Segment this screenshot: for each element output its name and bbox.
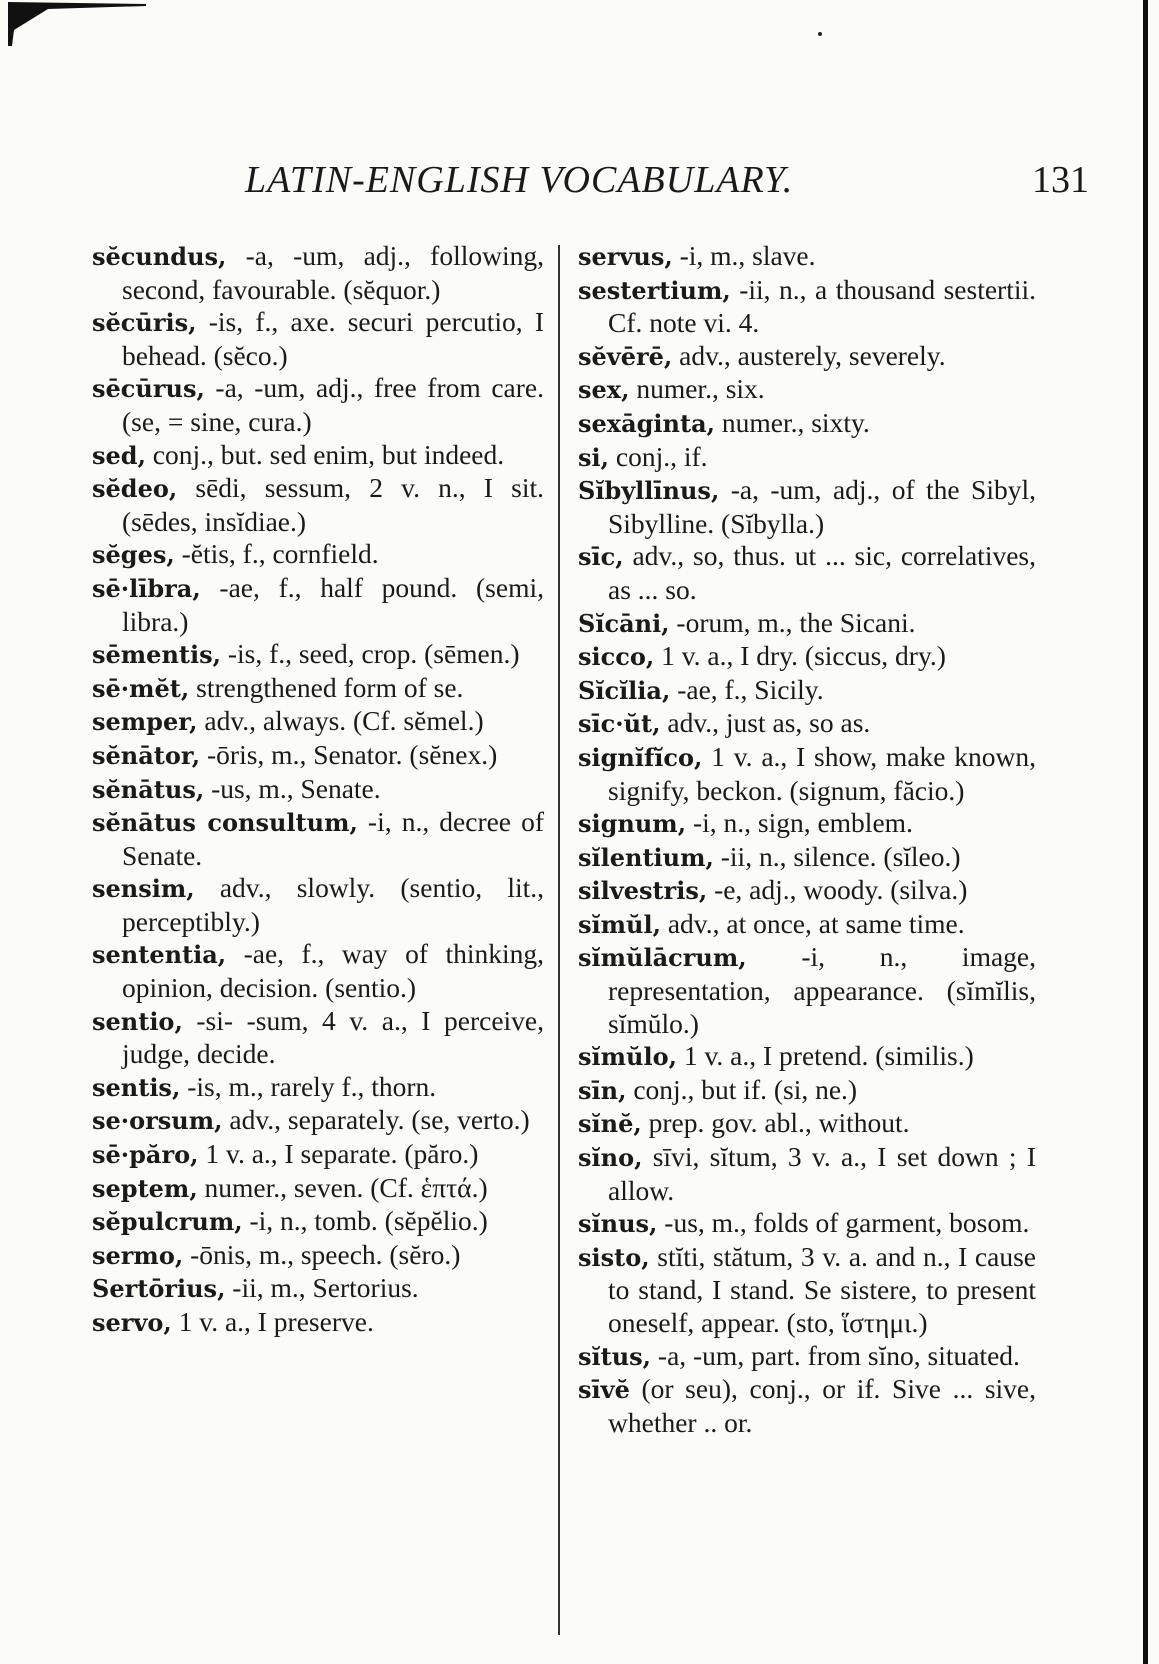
definition: adv., just as, so as. bbox=[660, 707, 871, 739]
headword: sīc, bbox=[578, 542, 624, 572]
headword: sestertium, bbox=[578, 275, 731, 305]
vocab-entry bbox=[578, 1207, 1036, 1241]
headword: sexāginta, bbox=[578, 408, 715, 438]
vocab-entry bbox=[92, 938, 544, 1004]
definition: -ii, n., silence. (sĭleo.) bbox=[713, 840, 961, 872]
vocab-entry bbox=[92, 672, 544, 706]
headword: sĭnus, bbox=[578, 1209, 658, 1239]
definition: conj., but if. (si, ne.) bbox=[626, 1073, 858, 1105]
headword: sisto, bbox=[578, 1242, 650, 1272]
headword: sĭtus, bbox=[578, 1341, 652, 1371]
definition: 1 v. a., I pretend. (similis.) bbox=[676, 1040, 974, 1072]
definition: -ae, f., Sicily. bbox=[670, 673, 824, 705]
definition: -ae, f., way of thinking, opinion, decision. (sentio.) bbox=[122, 938, 544, 1004]
vocab-entry bbox=[578, 841, 1036, 875]
vocab-entry bbox=[578, 540, 1036, 606]
vocab-entry bbox=[578, 1040, 1036, 1074]
headword: Sertōrius, bbox=[92, 1274, 226, 1304]
definition: -i, m., slave. bbox=[672, 240, 816, 271]
definition: 1 v. a., I preserve. bbox=[171, 1306, 374, 1337]
headword: sīn, bbox=[578, 1075, 627, 1105]
headword: sed, bbox=[92, 440, 146, 470]
definition: -ii, n., a thousand sestertii. Cf. note vi. 4. bbox=[608, 273, 1036, 339]
definition: -a, -um, adj., of the Sibyl, Sibylline. (Sĭbylla.) bbox=[608, 474, 1036, 539]
definition: -ae, f., half pound. (semi, libra.) bbox=[122, 571, 544, 637]
vocab-entry bbox=[578, 607, 1036, 641]
headword: sentio, bbox=[92, 1006, 183, 1036]
vocab-entry bbox=[92, 872, 544, 938]
page-header bbox=[245, 158, 1089, 204]
headword: sīvĕ bbox=[578, 1375, 630, 1405]
column-divider bbox=[558, 245, 560, 1635]
definition: -orum, m., the Sicani. bbox=[669, 606, 916, 638]
definition: adv., at once, at same time. bbox=[660, 907, 965, 939]
vocab-entry bbox=[92, 240, 544, 306]
definition: -is, f., axe. securi percutio, I behead. (sĕco.) bbox=[122, 306, 544, 371]
headword: sē·mĕt, bbox=[92, 673, 190, 703]
scan-speck bbox=[818, 32, 822, 36]
headword: servus, bbox=[578, 242, 673, 271]
definition: -ōris, m., Senator. (sĕnex.) bbox=[200, 738, 498, 770]
vocab-entry bbox=[578, 707, 1036, 741]
vocab-entry bbox=[92, 739, 544, 773]
definition: -e, adj., woody. (silva.) bbox=[707, 874, 968, 906]
definition: 1 v. a., I dry. (siccus, dry.) bbox=[654, 640, 946, 672]
definition: 1 v. a., I show, make known, signify, beckon. (signum, făcio.) bbox=[608, 740, 1036, 806]
headword: sĕcundus, bbox=[92, 242, 227, 271]
vocab-entry bbox=[578, 807, 1036, 841]
vocab-entry bbox=[578, 874, 1036, 908]
headword: se·orsum, bbox=[92, 1106, 223, 1136]
vocab-entry bbox=[92, 638, 544, 672]
definition: -i, n., decree of Senate. bbox=[122, 806, 545, 871]
definition: sīvi, sĭtum, 3 v. a., I set down ; I allow. bbox=[608, 1141, 1036, 1206]
headword: sē·păro, bbox=[92, 1140, 199, 1170]
vocab-entry bbox=[92, 1104, 544, 1138]
headword: sĕnātor, bbox=[92, 740, 201, 770]
definition: -a, -um, adj., following, second, favourable. (sĕquor.) bbox=[122, 240, 544, 305]
headword: sĕvērē, bbox=[578, 341, 673, 371]
vocab-entry bbox=[92, 572, 544, 638]
headword: sĭmŭl, bbox=[578, 909, 661, 939]
headword: Sĭcāni, bbox=[578, 608, 670, 638]
headword: sēmentis, bbox=[92, 640, 221, 670]
headword: sĕnātus, bbox=[92, 774, 205, 804]
headword: sicco, bbox=[578, 642, 655, 672]
definition: -is, m., rarely f., thorn. bbox=[180, 1070, 437, 1102]
definition: adv., so, thus. ut ... sic, correlatives, as ... so. bbox=[608, 540, 1036, 605]
vocab-entry bbox=[578, 373, 1036, 407]
vocab-entry bbox=[578, 441, 1036, 475]
headword: sĕges, bbox=[92, 540, 175, 570]
vocab-entry bbox=[92, 472, 544, 538]
headword: sĭmŭlācrum, bbox=[578, 943, 747, 973]
definition: 1 v. a., I separate. (păro.) bbox=[198, 1138, 479, 1170]
headword: sentis, bbox=[92, 1072, 181, 1102]
headword: sĕdeo, bbox=[92, 474, 178, 504]
definition: prep. gov. abl., without. bbox=[641, 1107, 910, 1139]
definition: -ii, m., Sertorius. bbox=[225, 1272, 419, 1304]
page-edge-rule bbox=[1143, 0, 1148, 1664]
definition: adv., slowly. (sentio, lit., perceptibly.) bbox=[122, 872, 544, 937]
vocab-entry bbox=[578, 674, 1036, 708]
definition: -is, f., seed, crop. (sēmen.) bbox=[220, 638, 520, 670]
vocab-entry bbox=[92, 806, 544, 872]
definition: -i, n., sign, emblem. bbox=[686, 807, 913, 839]
vocab-entry bbox=[578, 1107, 1036, 1141]
vocab-entry bbox=[92, 372, 544, 438]
definition: conj., if. bbox=[608, 440, 708, 472]
headword: sĭmŭlo, bbox=[578, 1042, 677, 1072]
vocab-entry bbox=[92, 538, 544, 572]
definition: adv., austerely, severely. bbox=[672, 339, 946, 371]
vocab-entry bbox=[92, 1272, 544, 1306]
vocab-entry bbox=[92, 306, 544, 372]
definition: -i, n., tomb. (sĕpĕlio.) bbox=[242, 1205, 488, 1237]
vocab-entry bbox=[92, 1005, 544, 1071]
headword: septem, bbox=[92, 1173, 198, 1203]
headword: silvestris, bbox=[578, 876, 708, 906]
headword: servo, bbox=[92, 1308, 172, 1337]
headword: sĕpulcrum, bbox=[92, 1207, 243, 1237]
headword: sē·lībra, bbox=[92, 573, 201, 603]
vocab-entry bbox=[578, 1373, 1036, 1439]
definition: sēdi, sessum, 2 v. n., I sit. (sēdes, insĭdiae.) bbox=[122, 472, 544, 537]
vocab-entry bbox=[578, 240, 1036, 274]
left-column bbox=[92, 240, 544, 1340]
vocab-entry bbox=[578, 1340, 1036, 1374]
definition: adv., separately. (se, verto.) bbox=[222, 1104, 530, 1136]
vocab-entry bbox=[578, 274, 1036, 340]
definition: -ōnis, m., speech. (sĕro.) bbox=[183, 1238, 461, 1270]
definition: (or seu), conj., or if. Sive ... sive, whether .. or. bbox=[608, 1373, 1036, 1438]
definition: -ĕtis, f., cornfield. bbox=[174, 538, 379, 570]
vocab-entry bbox=[92, 439, 544, 473]
headword: sĭlentium, bbox=[578, 842, 714, 872]
definition: stĭti, stătum, 3 v. a. and n., I cause to stand, I stand. Se sistere, to present oneself, appear. (sto, ἵστημι.) bbox=[608, 1240, 1036, 1338]
vocab-entry bbox=[578, 640, 1036, 674]
headword: sĕnātus consultum, bbox=[92, 808, 358, 838]
vocab-entry bbox=[578, 1074, 1036, 1108]
vocab-entry bbox=[578, 908, 1036, 942]
headword: sententia, bbox=[92, 940, 227, 970]
vocab-entry bbox=[92, 705, 544, 739]
vocab-entry bbox=[578, 741, 1036, 807]
vocab-entry bbox=[578, 407, 1036, 441]
headword: sĭnĕ, bbox=[578, 1109, 642, 1139]
corner-scan-mark bbox=[8, 0, 148, 48]
definition: -i, n., image, representation, appearance. (sĭmĭlis, sĭmŭlo.) bbox=[608, 941, 1036, 1039]
headword: Sĭbyllīnus, bbox=[578, 476, 720, 506]
definition: -a, -um, adj., free from care. (se, = sine, cura.) bbox=[122, 372, 544, 437]
definition: -a, -um, part. from sĭno, situated. bbox=[651, 1339, 1020, 1371]
headword: sensim, bbox=[92, 874, 195, 904]
headword: signum, bbox=[578, 809, 687, 839]
vocab-entry bbox=[578, 1241, 1036, 1340]
vocab-entry bbox=[578, 474, 1036, 540]
definition: numer., six. bbox=[629, 373, 765, 405]
vocab-entry bbox=[92, 1071, 544, 1105]
headword: semper, bbox=[92, 707, 198, 737]
headword: Sĭcĭlia, bbox=[578, 675, 671, 705]
headword: sīc·ŭt, bbox=[578, 709, 661, 739]
definition: conj., but. sed enim, but indeed. bbox=[145, 438, 505, 470]
vocab-entry bbox=[92, 1172, 544, 1206]
vocab-entry bbox=[578, 1141, 1036, 1207]
definition: -si- -sum, 4 v. a., I perceive, judge, decide. bbox=[122, 1004, 544, 1070]
vocab-entry bbox=[92, 1205, 544, 1239]
vocab-entry bbox=[578, 340, 1036, 374]
definition: -us, m., Senate. bbox=[204, 772, 381, 804]
page-number: 131 bbox=[1032, 159, 1089, 201]
headword: sĭno, bbox=[578, 1143, 643, 1173]
vocab-entry bbox=[92, 1239, 544, 1273]
right-column bbox=[578, 240, 1036, 1439]
vocab-entry bbox=[92, 1138, 544, 1172]
headword: sēcūrus, bbox=[92, 374, 205, 404]
definition: -us, m., folds of garment, bosom. bbox=[657, 1207, 1030, 1239]
headword: sĕcūris, bbox=[92, 308, 197, 338]
running-title: LATIN-ENGLISH VOCABULARY. bbox=[245, 159, 794, 201]
headword: sermo, bbox=[92, 1240, 184, 1270]
definition: numer., seven. (Cf. ἑπτά.) bbox=[197, 1171, 488, 1203]
definition: strengthened form of se. bbox=[189, 671, 464, 703]
headword: si, bbox=[578, 442, 609, 472]
vocab-entry bbox=[92, 1306, 544, 1340]
headword: signĭfĭco, bbox=[578, 742, 703, 772]
headword: sex, bbox=[578, 375, 630, 405]
vocab-entry bbox=[92, 773, 544, 807]
definition: numer., sixty. bbox=[714, 406, 870, 438]
vocab-entry bbox=[578, 941, 1036, 1040]
definition: adv., always. (Cf. sĕmel.) bbox=[197, 705, 484, 737]
